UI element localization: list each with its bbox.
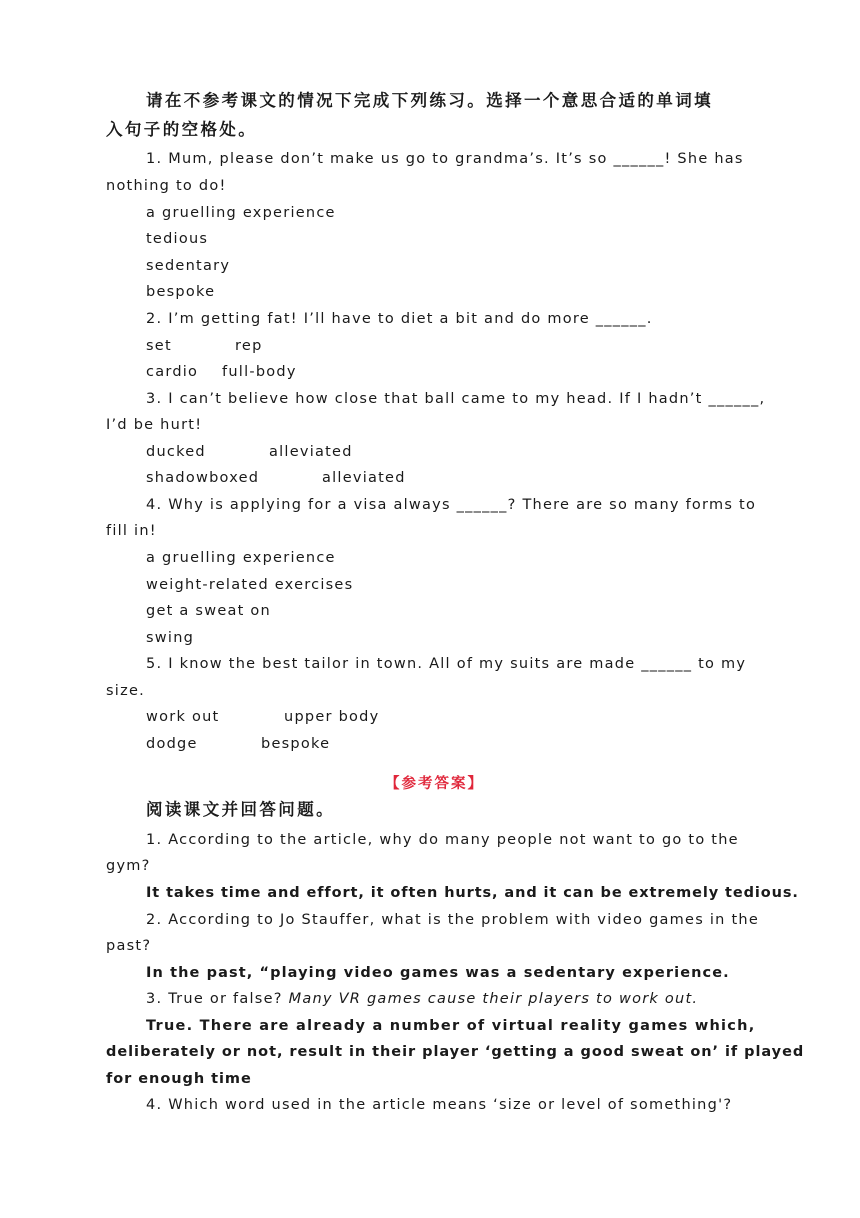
- question-3-option: alleviated: [269, 444, 353, 460]
- question-1-stem: 1. Mum, please don’t make us go to grandma’s. It’s so ______! She has: [146, 151, 744, 167]
- answer-3-text-cont: deliberately or not, result in their player ‘getting a good sweat on’ if played: [106, 1044, 805, 1060]
- question-4-stem-cont: fill in!: [106, 523, 157, 539]
- answer-1-question-cont: gym?: [106, 858, 151, 874]
- question-3-option: shadowboxed: [146, 470, 260, 486]
- answer-section-heading: 阅读课文并回答问题。: [146, 800, 335, 819]
- question-5-option: upper body: [284, 709, 380, 725]
- answer-2-question: 2. According to Jo Stauffer, what is the problem with video games in the: [146, 912, 760, 928]
- answer-1-text: It takes time and effort, it often hurts, and it can be extremely tedious.: [146, 885, 799, 901]
- answer-3-question-statement: Many VR games cause their players to work out.: [288, 991, 699, 1007]
- question-2-stem: 2. I’m getting fat! I’ll have to diet a bit and do more ______.: [146, 311, 653, 327]
- question-4-option: weight-related exercises: [146, 577, 354, 593]
- question-4-option: get a sweat on: [146, 603, 271, 619]
- question-2-option: rep: [235, 338, 263, 354]
- question-5-stem-cont: size.: [106, 683, 145, 699]
- answer-section-title: 【参考答案】: [385, 776, 484, 792]
- answer-3-question-prefix: 3. True or false?: [146, 991, 289, 1007]
- question-4-stem: 4. Why is applying for a visa always ______? There are so many forms to: [146, 497, 757, 513]
- answer-4-question: 4. Which word used in the article means ‘size or level of something'?: [146, 1097, 733, 1113]
- answer-3-text: True. There are already a number of virtual reality games which,: [146, 1018, 756, 1034]
- question-4-option: swing: [146, 630, 195, 646]
- question-3-option: ducked: [146, 444, 206, 460]
- question-2-option: cardio: [146, 364, 199, 380]
- question-3-stem-cont: I’d be hurt!: [106, 417, 203, 433]
- question-5-option: work out: [146, 709, 220, 725]
- question-4-option: a gruelling experience: [146, 550, 336, 566]
- question-1-option: bespoke: [146, 284, 216, 300]
- question-1-option: a gruelling experience: [146, 205, 336, 221]
- instruction-line-1: 请在不参考课文的情况下完成下列练习。选择一个意思合适的单词填: [146, 91, 713, 110]
- answer-1-question: 1. According to the article, why do many people not want to go to the: [146, 832, 739, 848]
- question-2-option: set: [146, 338, 172, 354]
- question-1-stem-cont: nothing to do!: [106, 178, 227, 194]
- question-2-options-row: [146, 336, 172, 356]
- question-5-stem: 5. I know the best tailor in town. All of my suits are made ______ to my: [146, 656, 747, 672]
- question-1-option: sedentary: [146, 258, 231, 274]
- question-1-option: tedious: [146, 231, 209, 247]
- answer-3-question: [146, 989, 698, 1009]
- question-3-option: alleviated: [322, 470, 406, 486]
- question-5-option: dodge: [146, 736, 198, 752]
- answer-2-text: In the past, “playing video games was a sedentary experience.: [146, 965, 730, 981]
- answer-3-text-cont: for enough time: [106, 1071, 252, 1087]
- answer-2-question-cont: past?: [106, 938, 152, 954]
- question-5-option: bespoke: [261, 736, 331, 752]
- question-2-option: full-body: [222, 364, 297, 380]
- question-3-stem: 3. I can’t believe how close that ball came to my head. If I hadn’t ______,: [146, 391, 766, 407]
- instruction-line-2: 入句子的空格处。: [106, 120, 258, 139]
